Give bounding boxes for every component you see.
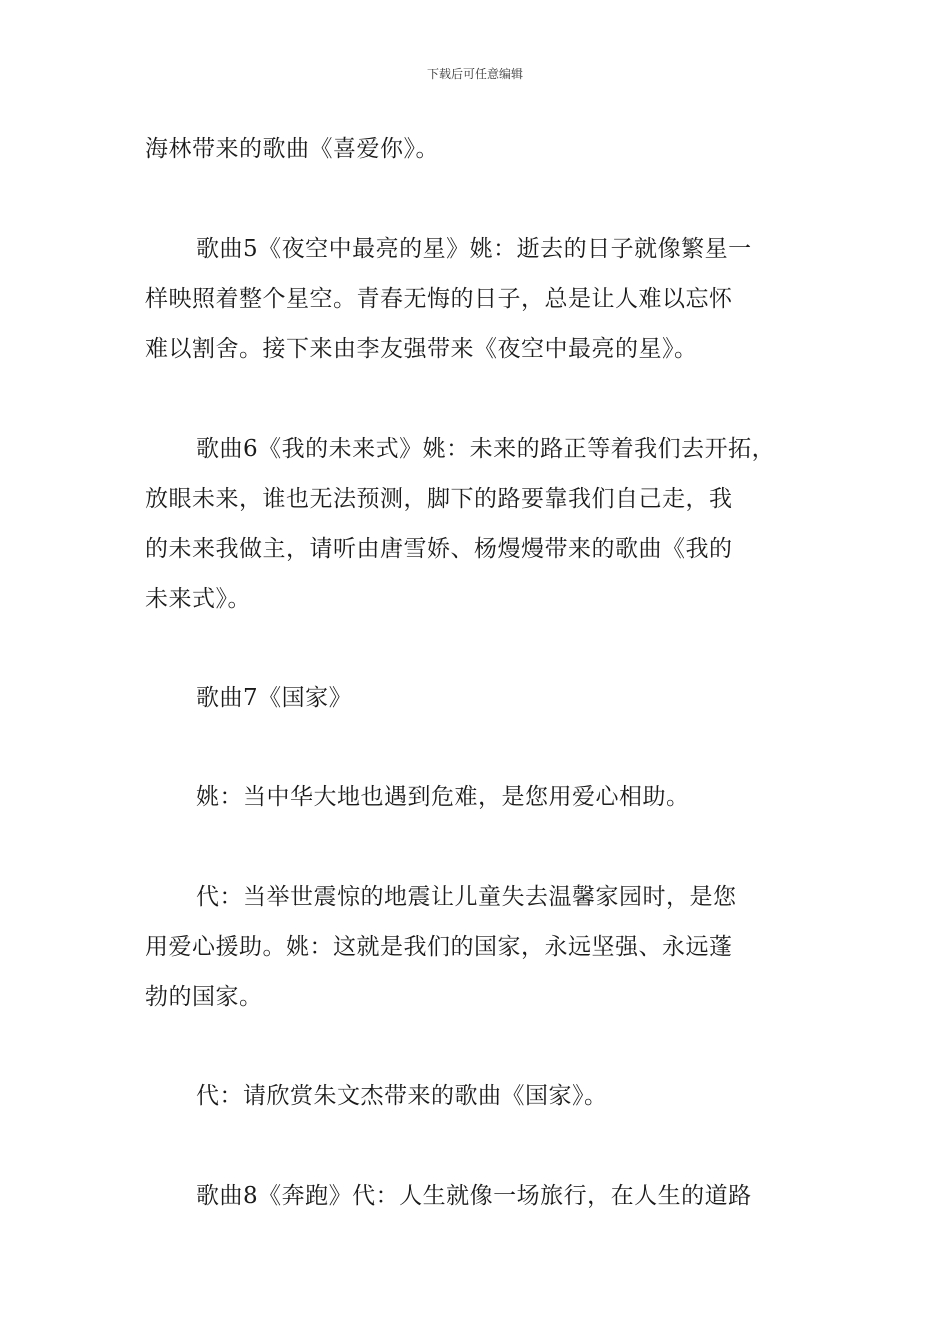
text-line: 代：当举世震惊的地震让儿童失去温馨家园时，是您 (196, 884, 737, 910)
text-line: 姚：当中华大地也遇到危难，是您用爱心相助。 (196, 784, 690, 810)
text-line: 的未来我做主，请听由唐雪娇、杨熳熳带来的歌曲《我的 (145, 536, 733, 562)
text-line: 放眼未来，谁也无法预测，脚下的路要靠我们自己走，我 (145, 486, 733, 512)
text-line: 样映照着整个星空。青春无悔的日子，总是让人难以忘怀 (145, 286, 733, 312)
text-line: 海林带来的歌曲《喜爱你》。 (145, 136, 439, 162)
text-line: 难以割舍。接下来由李友强带来《夜空中最亮的星》。 (145, 336, 698, 362)
text-line: 勃的国家。 (145, 984, 263, 1010)
text-line: 代：请欣赏朱文杰带来的歌曲《国家》。 (196, 1083, 608, 1109)
text-line: 用爱心援助。姚：这就是我们的国家，永远坚强、永远蓬 (145, 934, 733, 960)
text-line: 歌曲7《国家》 (196, 685, 353, 711)
text-line: 歌曲8《奔跑》代：人生就像一场旅行，在人生的道路 (196, 1183, 752, 1209)
page-header: 下载后可任意编辑 (426, 67, 523, 81)
text-line: 未来式》。 (145, 586, 251, 612)
text-line: 歌曲5《夜空中最亮的星》姚：逝去的日子就像繁星一 (196, 236, 752, 262)
text-line: 歌曲6《我的未来式》姚：未来的路正等着我们去开拓， (196, 436, 776, 462)
